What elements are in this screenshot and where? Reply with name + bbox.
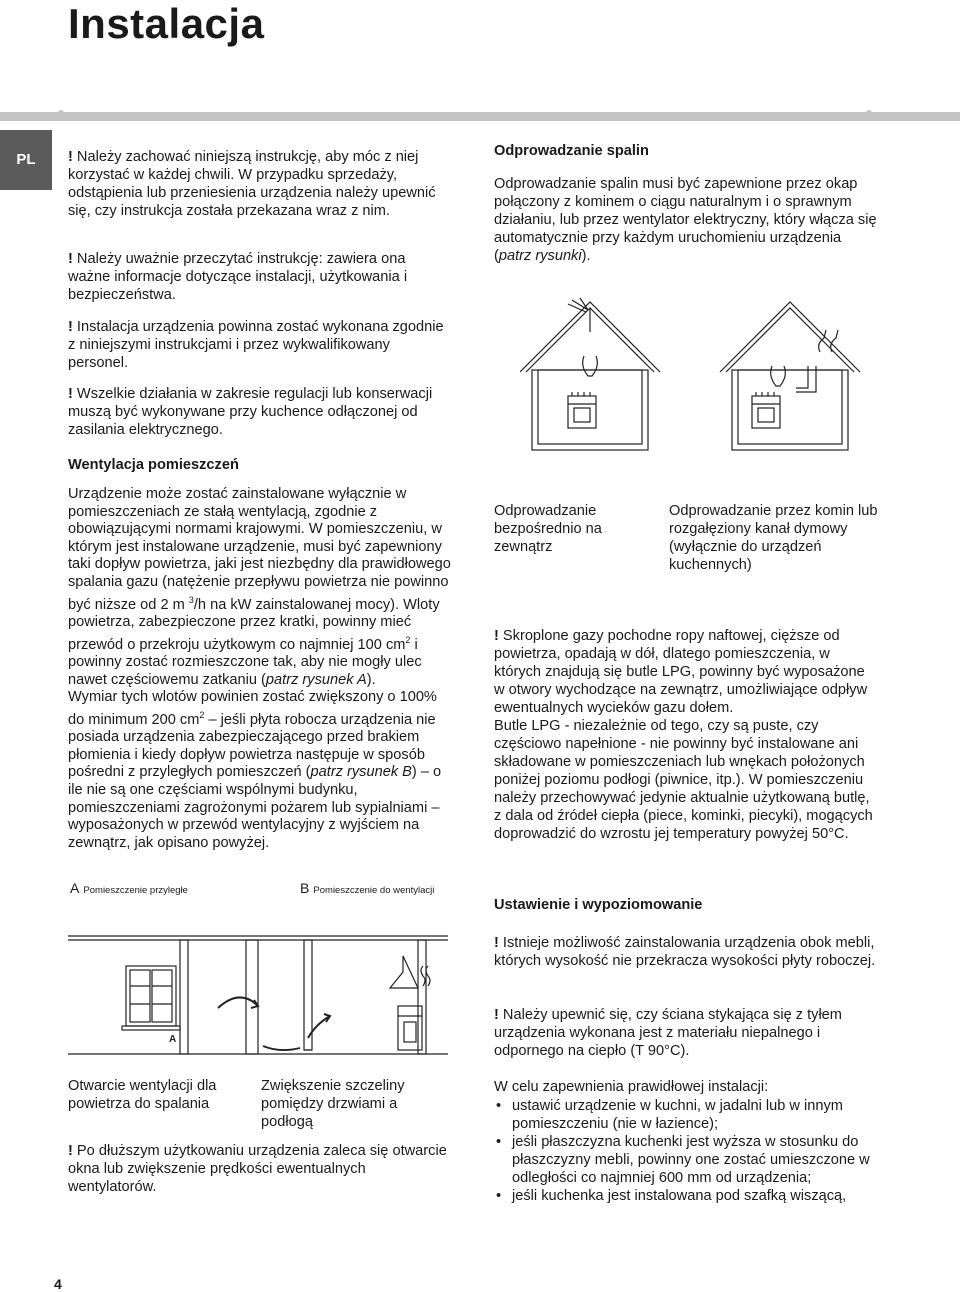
paragraph-window-advice: ! Po dłuższym użytkowaniu urządzenia zaleca się otwarcie okna lub zwiększenie prędkości ewentualnych wentylatorów. — [68, 1143, 447, 1195]
positioning-furniture: ! Istnieje możliwość zainstalowania urządzenia obok mebli, których wysokość nie przekracza wysokości płyty roboczej. — [494, 935, 876, 969]
caption-direct-exhaust: Odprowadzanie bezpośrednio na zewnątrz — [494, 503, 602, 555]
flue-houses-diagram — [520, 292, 890, 472]
page-title: Instalacja — [68, 0, 265, 47]
ventilation-heading: Wentylacja pomieszczeń — [68, 457, 239, 473]
lpg-warning: ! Skroplone gazy pochodne ropy naftowej, cięższe od powietrza, opadają w dół, dlatego pomieszczenia, w których znajdują się butle LPG, powinny być wyposażone w otwory wychodzące na zewnątrz, umożliwiające odpływ ewentualnych wycieków gazu dołem. Butle LPG - niezależnie od tego, czy są puste, czy częściowo napełnione - nie powinny być instalowane ani składowane w pomieszczeniach lub wnękach położonych poniżej poziomu podłogi (piwnice, itp.). W pomieszczeniu należy przechowywać jedynie aktualnie użytkowaną butlę, z dala od źródeł ciepła (piece, kominki, piecyki), mogących doprowadzić do wzrostu jej temperatury powyżej 50°C. — [494, 628, 873, 842]
list-item: • jeśli kuchenka jest instalowana pod szafką wiszącą, — [494, 1187, 879, 1205]
diagram-letter-a: A — [169, 1034, 177, 1045]
list-item: • ustawić urządzenie w kuchni, w jadalni lub w innym pomieszczeniu (nie w łazience); — [494, 1097, 879, 1133]
header-rule — [0, 112, 960, 121]
paragraph-read-manual: ! Należy uważnie przeczytać instrukcję: zawiera ona ważne informacje dotyczące instalacji, użytkowania i bezpieczeństwa. — [68, 251, 408, 303]
page-number: 4 — [54, 1276, 62, 1292]
paragraph-installation: ! Instalacja urządzenia powinna zostać wykonana zgodnie z niniejszymi instrukcjami i przez wykwalifikowany personel. — [68, 319, 444, 371]
paragraph-maintenance: ! Wszelkie działania w zakresie regulacji lub konserwacji muszą być wykonywane przy kuchence odłączonej od zasilania elektrycznego. — [68, 386, 433, 438]
positioning-intro: W celu zapewnienia prawidłowej instalacji: — [494, 1079, 769, 1095]
ventilation-text: Urządzenie może zostać zainstalowane wyłącznie w pomieszczeniach ze stałą wentylacją, zgodnie z obowiązującymi normami krajowymi. W pomieszczeniu, w którym jest instalowane urządzenie, musi być zapewniony taki dopływ powietrza, jaki jest niezbędny dla prawidłowego spalania gazu (natężenie przepływu powietrza nie powinno być niższe od 2 m $^3$/h na kW zainstalowanej mocy). Wloty powietrza, zabezpieczone przez kratki, powinny mieć przewód o przekroju użytkowym co najmniej 100 $cm^2$ i powinny zostać rozmieszczone tak, aby nie mogły ulec nawet częściowemu zatkaniu (patrz rysunek A). Wymiar tych wlotów powinien zostać zwiększony o 100% do minimum 200 $cm^2$ – jeśli płyta robocza urządzenia nie posiada urządzenia zabezpieczającego przed brakiem płomienia i kiedy dopływ powietrza następuje w sposób pośredni z przyległych pomieszczeń (patrz rysunek B) – o ile nie są one częściami wspólnymi budynku, pomieszczeniami zagrożonymi pożarem lub sypialniami – wyposażonych w przewód wentylacyjny z wyjściem na zewnątrz, jak opisano powyżej. — [68, 486, 451, 851]
caption-chimney-exhaust: Odprowadzanie przez komin lub rozgałęziony kanał dymowy (wyłącznie do urządzeń kuchennych) — [669, 503, 878, 573]
figure-a-label: A Pomieszczenie przyległe — [70, 880, 188, 896]
rule-dot — [866, 110, 872, 116]
caption-vent-opening: Otwarcie wentylacji dla powietrza do spalania — [68, 1078, 217, 1112]
list-item: • jeśli płaszczyzna kuchenki jest wyższa w stosunku do płaszczyzny mebli, powinny one zostać umieszczone w odległości co najmniej 600 mm od urządzenia; — [494, 1133, 879, 1187]
positioning-wall: ! Należy upewnić się, czy ściana stykająca się z tyłem urządzenia wykonana jest z materiału niepalnego i odpornego na ciepło (T 90°C). — [494, 1007, 842, 1059]
flue-heading: Odprowadzanie spalin — [494, 143, 649, 159]
caption-door-gap: Zwiększenie szczeliny pomiędzy drzwiami a podłogą — [261, 1078, 405, 1130]
ventilation-diagram — [68, 928, 448, 1058]
flue-text: Odprowadzanie spalin musi być zapewnione przez okap połączony z kominem o ciągu naturalnym i o sprawnym działaniu, lub przez wentylator elektryczny, który włącza się automatycznie przy każdym uruchomieniu urządzenia (patrz rysunki). — [494, 176, 877, 264]
figure-b-label: B Pomieszczenie do wentylacji — [300, 880, 435, 896]
language-tab: PL — [0, 130, 52, 190]
paragraph-keep-manual: ! Należy zachować niniejszą instrukcję, aby móc z niej korzystać w każdej chwili. W przypadku sprzedaży, odstąpienia lub przeniesienia urządzenia należy upewnić się, czy instrukcja została przekazana wraz z nim. — [68, 149, 436, 219]
positioning-list — [494, 1097, 879, 1205]
positioning-heading: Ustawienie i wypoziomowanie — [494, 897, 703, 913]
rule-dot — [58, 110, 64, 116]
